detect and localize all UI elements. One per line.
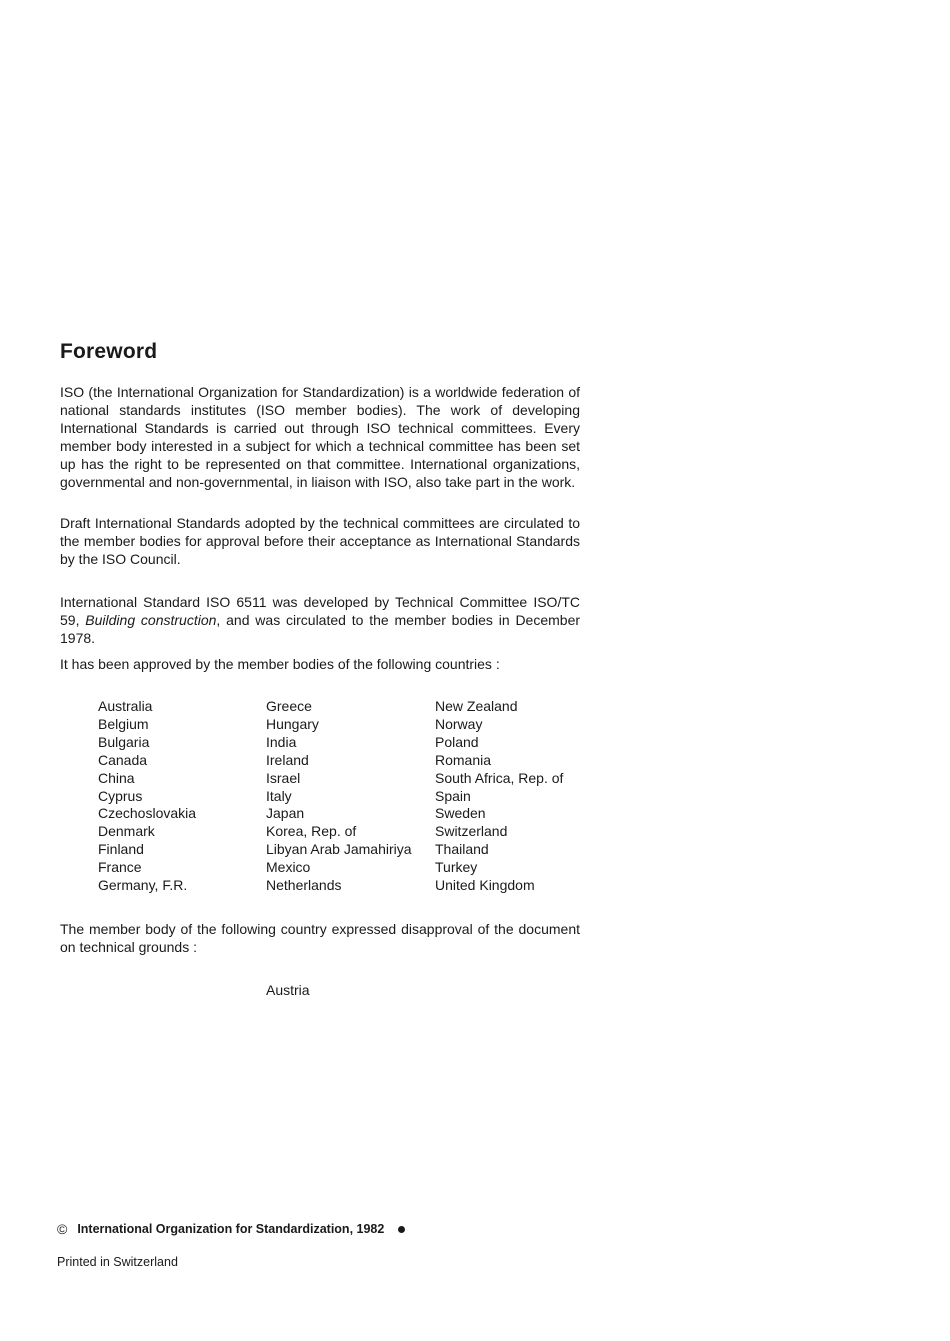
draft-standards-paragraph: Draft International Standards adopted by the technical committees are circulated to the member bodies for approval before their acceptance as International Standards by the ISO Council.	[60, 515, 580, 567]
country-item: Spain	[435, 787, 471, 804]
country-item: Poland	[435, 733, 479, 750]
country-item: Italy	[266, 787, 292, 804]
country-item: New Zealand	[435, 698, 518, 714]
country-item: Czechoslovakia	[98, 805, 197, 822]
country-item: Australia	[98, 698, 153, 714]
development-text-end: , and was circulated to the member bodies in December 1978.	[60, 612, 581, 646]
copyright-text: International Organization for Standardization, 1982	[77, 1222, 385, 1236]
country-item: Sweden	[435, 805, 486, 822]
country-item: Netherlands	[266, 877, 342, 894]
country-item: Greece	[266, 698, 312, 714]
country-item: Finland	[98, 841, 144, 858]
country-item: United Kingdom	[435, 877, 535, 894]
country-item: Cyprus	[98, 787, 143, 804]
country-item: Canada	[98, 751, 148, 768]
country-item: Korea, Rep. of	[266, 823, 357, 840]
development-text: International Standard ISO 6511 was developed by Technical Committee ISO/TC 59,	[60, 594, 580, 628]
committee-title: Building construction	[85, 612, 217, 628]
country-item: Germany, F.R.	[98, 877, 188, 894]
country-item: Bulgaria	[98, 733, 150, 750]
country-item: Turkey	[435, 859, 478, 876]
printed-note: Printed in Switzerland	[57, 1255, 178, 1269]
bullet-icon	[398, 1226, 405, 1233]
approving-countries-list	[98, 698, 595, 895]
country-item: Hungary	[266, 715, 319, 732]
country-item: Mexico	[266, 859, 311, 876]
country-item: Libyan Arab Jamahiriya	[266, 841, 412, 858]
country-item: Israel	[266, 769, 301, 786]
country-item: Norway	[435, 715, 483, 732]
copyright-icon: ©	[57, 1221, 68, 1237]
country-item: Belgium	[98, 715, 149, 732]
country-item: France	[98, 859, 142, 876]
country-item: India	[266, 733, 297, 750]
country-item: Denmark	[98, 823, 155, 840]
approval-paragraph: It has been approved by the member bodies of the following countries :	[60, 656, 500, 672]
disapproval-paragraph: The member body of the following country expressed disapproval of the document on technical grounds :	[60, 921, 580, 955]
country-item: Romania	[435, 751, 492, 768]
intro-paragraph: ISO (the International Organization for Standardization) is a worldwide federation of national standards institutes (ISO member bodies). The work of developing International Standards is carried out through ISO technical committees. Every member body interested in a subject for which a technical committee has been set up has the right to be represented on that committee. International organizations, governmental and non-governmental, in liaison with ISO, also take part in the work.	[60, 384, 580, 490]
country-item: China	[98, 769, 135, 786]
development-paragraph	[60, 593, 580, 647]
copyright-line	[57, 1221, 405, 1237]
page-title: Foreword	[60, 340, 158, 363]
country-item: Japan	[266, 805, 305, 822]
disapproving-country: Austria	[266, 982, 310, 998]
country-item: South Africa, Rep. of	[435, 769, 564, 786]
country-item: Ireland	[266, 751, 309, 768]
country-item: Switzerland	[435, 823, 508, 840]
country-item: Thailand	[435, 841, 489, 858]
